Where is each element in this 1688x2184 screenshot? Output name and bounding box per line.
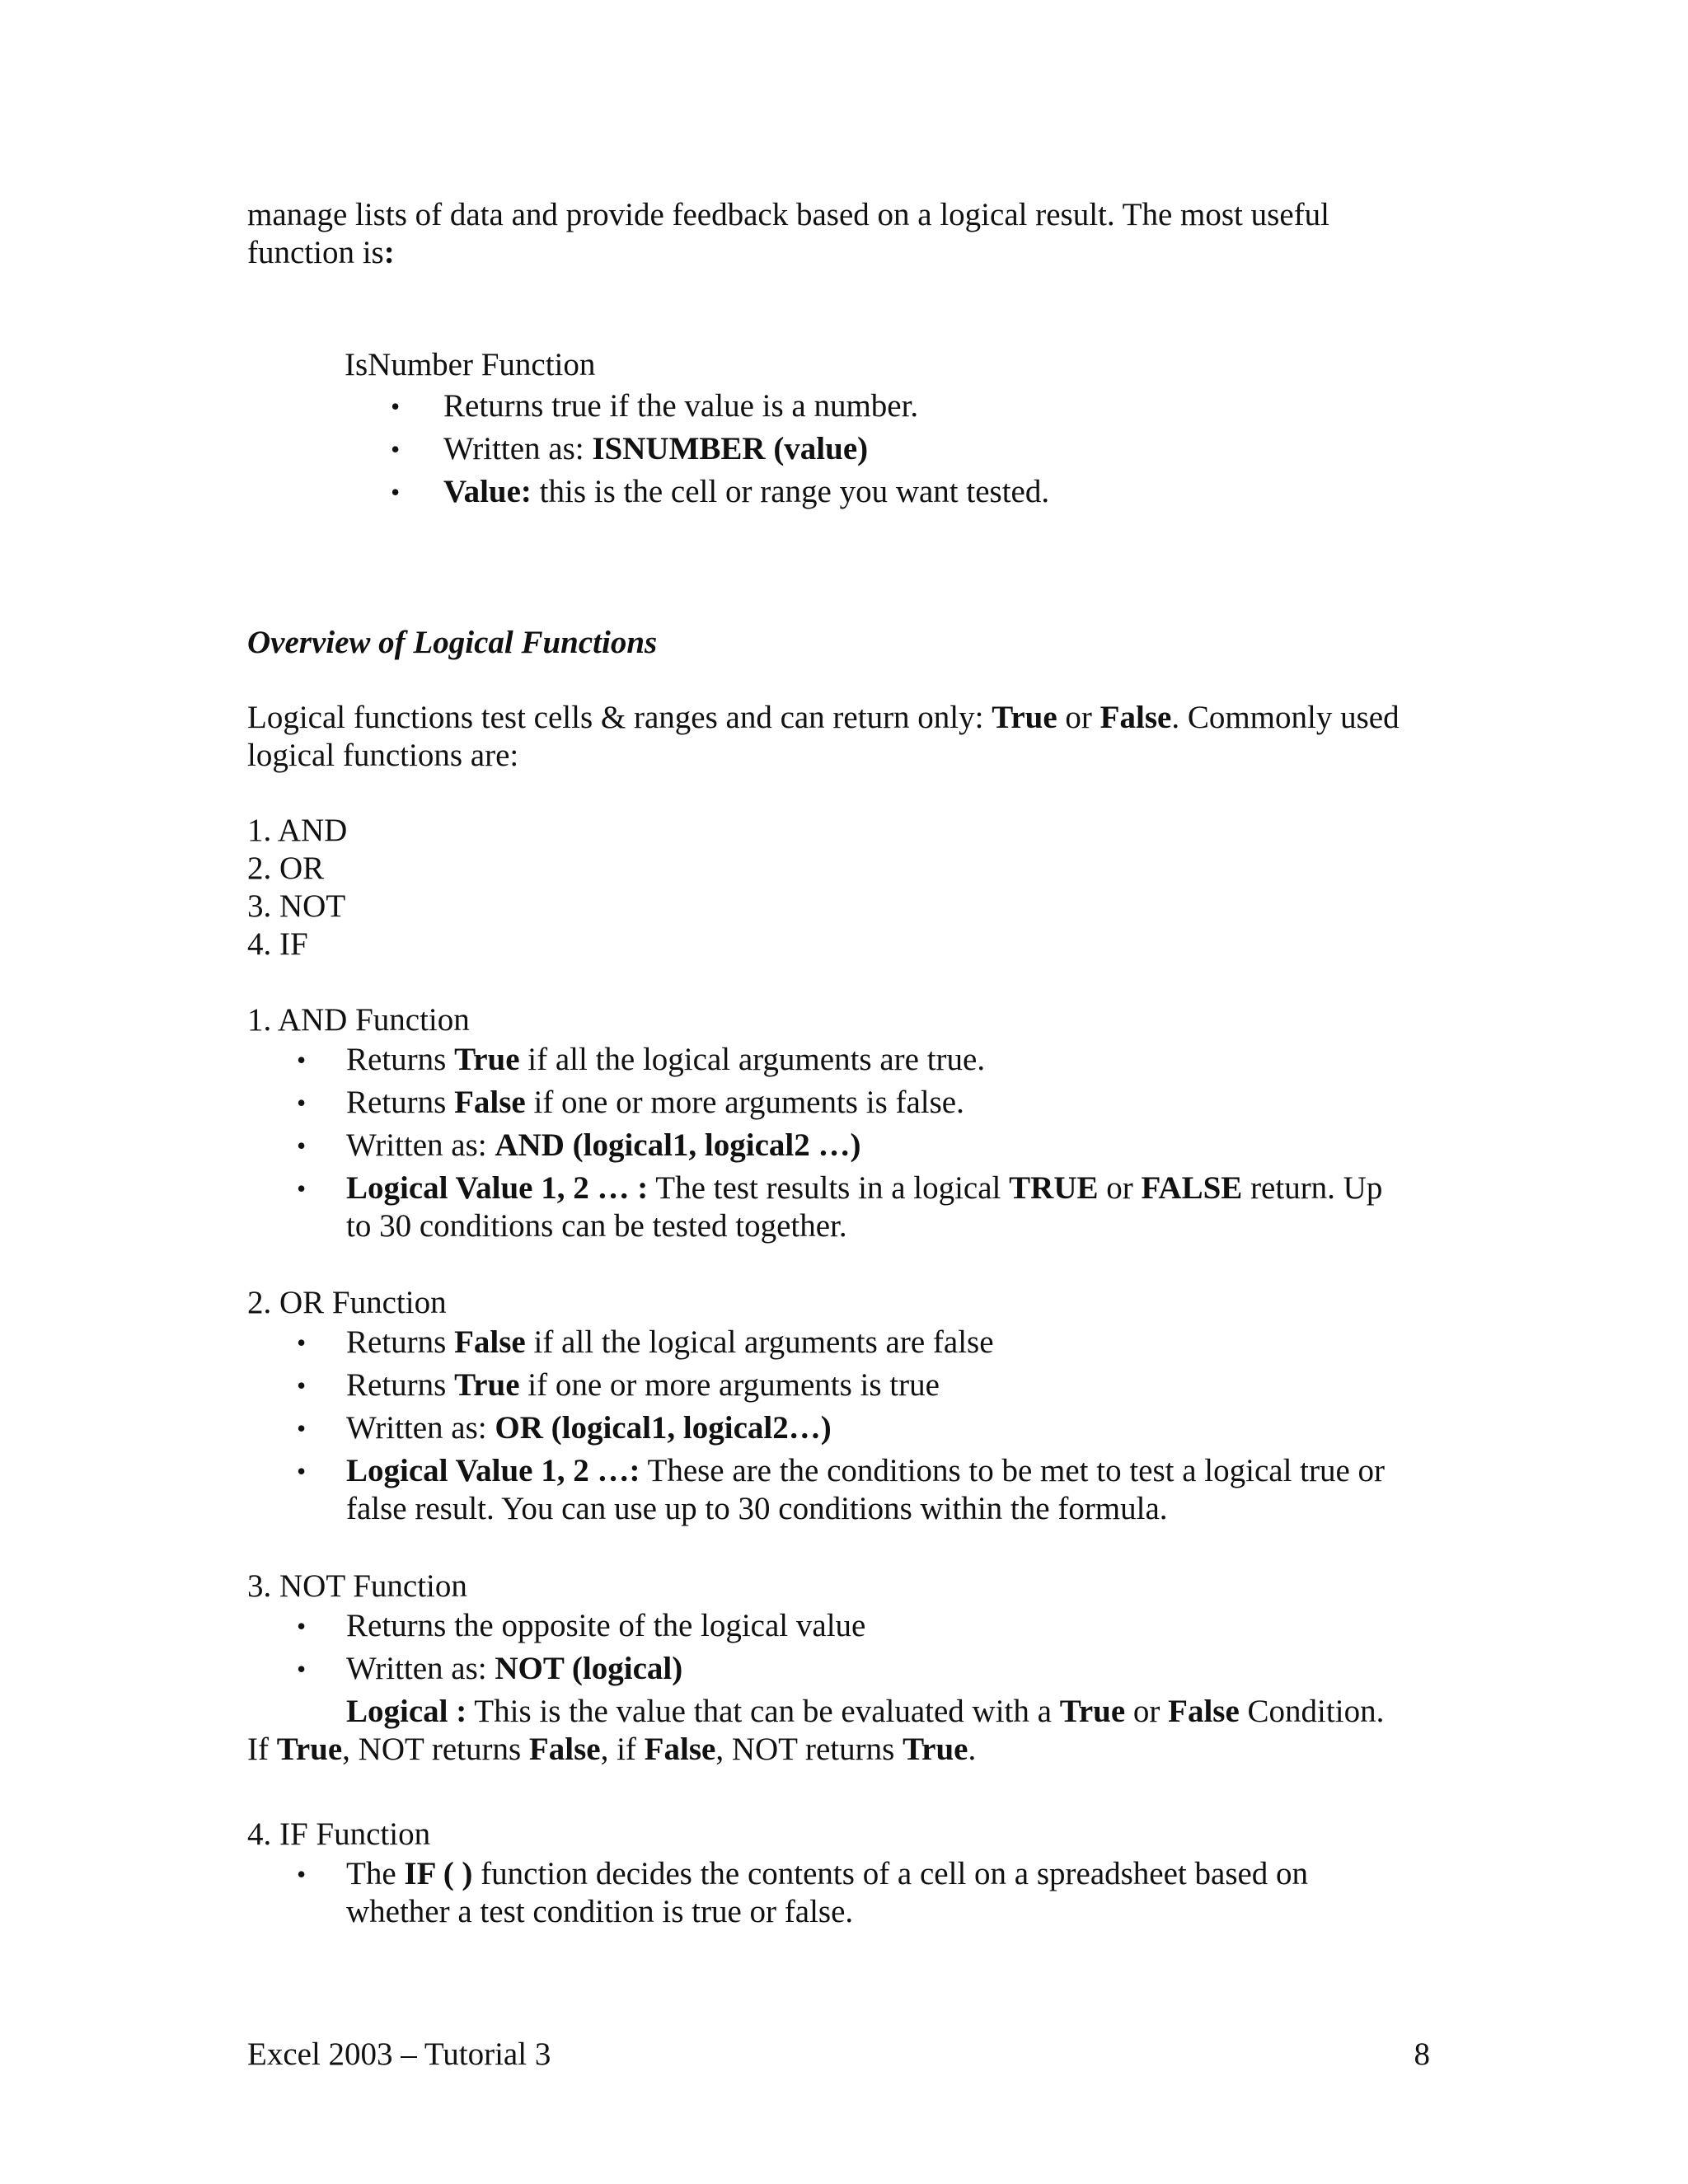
bullet-icon: • <box>297 1328 307 1357</box>
list-item: • Logical Value 1, 2 …: These are the conditions to be met to test a logical true or false result. You can use up to 30 conditions within the formula. <box>297 1453 1386 1526</box>
not-bullets <box>247 1607 1442 1688</box>
bullet-icon: • <box>391 477 401 507</box>
list-item: • Written as: OR (logical1, logical2…) <box>297 1410 832 1446</box>
bullet-icon: • <box>297 1456 307 1486</box>
intro-line-1: manage lists of data and provide feedback based on a logical result. The most useful <box>247 197 1329 232</box>
list-item: • Returns the opposite of the logical value <box>297 1608 866 1643</box>
bullet-icon: • <box>297 1859 307 1889</box>
not-function-section <box>247 1568 1442 1769</box>
isnumber-section <box>247 346 1442 516</box>
list-item: • Returns False if all the logical arguments are false <box>297 1324 994 1360</box>
bullet-icon: • <box>297 1174 307 1203</box>
list-item: • Logical Value 1, 2 … : The test results in a logical TRUE or FALSE return. Up to 30 conditions can be tested together. <box>297 1170 1383 1244</box>
intro-line-2: function is: <box>247 235 395 270</box>
bullet-icon: • <box>297 1131 307 1160</box>
bullet-icon: • <box>297 1045 307 1075</box>
list-item: • Written as: ISNUMBER (value) <box>391 431 869 466</box>
list-item: • Written as: AND (logical1, logical2 …) <box>297 1127 861 1163</box>
overview-line-2: logical functions are: <box>247 738 519 773</box>
bullet-icon: • <box>297 1413 307 1443</box>
list-item: 4. IF <box>247 926 308 962</box>
if-bullets <box>247 1855 1442 1931</box>
not-title: 3. NOT Function <box>247 1568 467 1604</box>
bullet-icon: • <box>391 434 401 464</box>
overview-paragraph <box>247 699 1442 775</box>
bullet-icon: • <box>297 1371 307 1400</box>
list-item: 2. OR <box>247 851 325 886</box>
bullet-icon: • <box>297 1088 307 1118</box>
or-bullets <box>247 1324 1442 1528</box>
isnumber-title: IsNumber Function <box>345 347 596 382</box>
overview-line-1: Logical functions test cells & ranges and can return only: True or False. Commonly used <box>247 700 1400 735</box>
list-item: • Returns True if one or more arguments is true <box>297 1367 940 1403</box>
not-result-line: If True, NOT returns False, if False, NOT returns True. <box>247 1732 977 1767</box>
list-item: • Value: this is the cell or range you want tested. <box>391 474 1050 509</box>
if-function-section <box>247 1816 1442 1936</box>
page-footer <box>247 2036 1430 2074</box>
and-function-section <box>247 1001 1442 1250</box>
list-item: 3. NOT <box>247 888 346 924</box>
bullet-icon: • <box>297 1654 307 1684</box>
if-title: 4. IF Function <box>247 1816 431 1852</box>
and-title: 1. AND Function <box>247 1002 470 1038</box>
list-item: • Returns True if all the logical arguments are true. <box>297 1042 986 1077</box>
list-item: • Returns true if the value is a number. <box>391 388 919 424</box>
bullet-icon: • <box>297 1611 307 1641</box>
or-function-section <box>247 1284 1442 1533</box>
intro-paragraph <box>247 196 1442 272</box>
isnumber-bullets <box>247 387 1442 511</box>
list-item: • Written as: NOT (logical) <box>297 1651 683 1686</box>
page-number: 8 <box>1414 2036 1430 2072</box>
overview-list <box>247 812 1442 963</box>
list-item: 1. AND <box>247 813 348 848</box>
overview-heading-block <box>247 624 1442 662</box>
footer-title: Excel 2003 – Tutorial 3 <box>247 2036 551 2072</box>
and-bullets <box>247 1041 1442 1245</box>
not-logical-line: Logical : This is the value that can be evaluated with a True or False Condition. <box>346 1694 1385 1729</box>
list-item: • Returns False if one or more arguments is false. <box>297 1085 964 1120</box>
bullet-icon: • <box>391 391 401 421</box>
section-heading: Overview of Logical Functions <box>247 625 658 660</box>
or-title: 2. OR Function <box>247 1285 447 1320</box>
list-item: • The IF ( ) function decides the contents of a cell on a spreadsheet based on whether a test condition is true or false. <box>297 1856 1309 1929</box>
